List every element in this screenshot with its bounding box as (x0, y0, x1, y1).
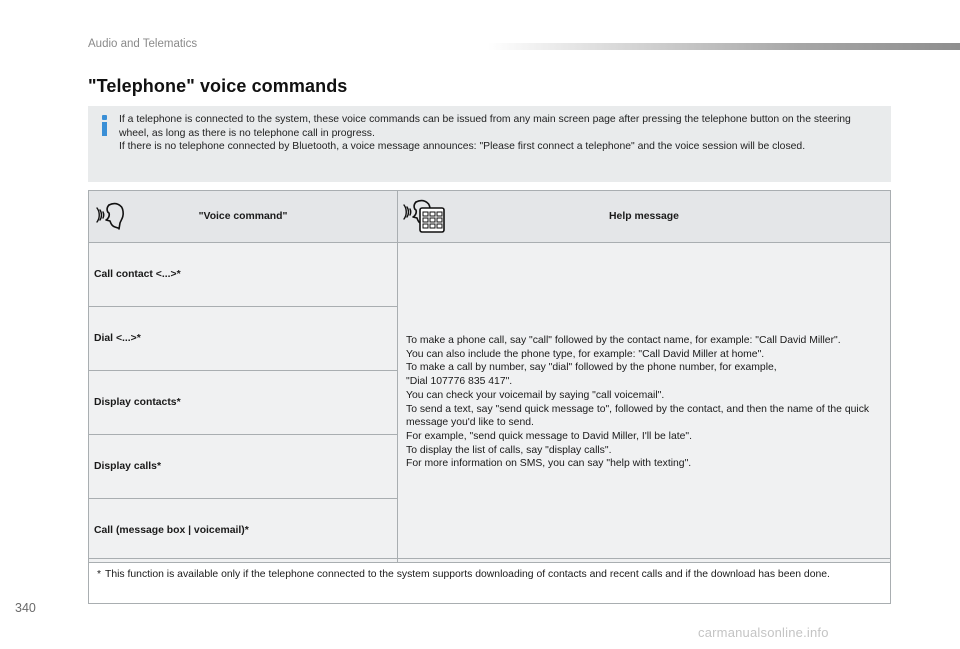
table-row (89, 243, 891, 307)
help-line: You can also include the phone type, for example: "Call David Miller at home". (406, 348, 765, 360)
voice-command-header-label: "Voice command" (198, 211, 288, 222)
command-display-calls: Display calls* (89, 435, 398, 499)
help-line: For example, "send quick message to David Miller, I'll be late". (406, 430, 692, 442)
footnote-box (88, 558, 891, 604)
header-gradient-bar (488, 43, 960, 50)
table-header-row (89, 191, 891, 243)
help-message-header (398, 191, 891, 243)
info-box (88, 106, 891, 182)
command-call-contact: Call contact <...>* (89, 243, 398, 307)
command-dial: Dial <...>* (89, 307, 398, 371)
help-message-header-label: Help message (609, 211, 679, 222)
command-display-contacts: Display contacts* (89, 371, 398, 435)
watermark: carmanualsonline.info (698, 625, 829, 640)
footnote-text: This function is available only if the telephone connected to the system supports downloading of contacts and recent calls and if the download has been done. (105, 569, 830, 580)
help-line: For more information on SMS, you can say "help with texting". (406, 458, 692, 470)
voice-command-icon (95, 200, 129, 232)
help-line: To make a call by number, say "dial" followed by the phone number, for example, (406, 362, 777, 374)
help-message-icon (402, 198, 448, 234)
info-line-2: If there is no telephone connected by Bluetooth, a voice message announces: "Please first connect a telephone" and the voice session will be closed. (119, 141, 806, 153)
voice-commands-table (88, 190, 891, 563)
page-title: "Telephone" voice commands (88, 76, 348, 96)
help-line: "Dial 107776 835 417". (406, 376, 513, 388)
help-line: To display the list of calls, say "display calls". (406, 444, 612, 456)
help-message-text (398, 243, 891, 563)
help-line: You can check your voicemail by saying "call voicemail". (406, 389, 665, 401)
section-title: Audio and Telematics (88, 38, 198, 50)
page-number: 340 (15, 601, 36, 615)
info-icon (97, 115, 111, 137)
footnote-marker: * (97, 569, 102, 580)
command-call-voicemail: Call (message box | voicemail)* (89, 499, 398, 563)
help-line: To send a text, say "send quick message to", followed by the contact, and then the name of the quick message you'd like to send. (406, 403, 870, 429)
info-line-1: If a telephone is connected to the system, these voice commands can be issued from any main screen page after pressing the telephone button on the steering wheel, as long as there is no telephone call in progress. (119, 114, 851, 139)
voice-command-header (89, 191, 398, 243)
help-line: To make a phone call, say "call" followed by the contact name, for example: "Call David Miller". (406, 334, 841, 346)
